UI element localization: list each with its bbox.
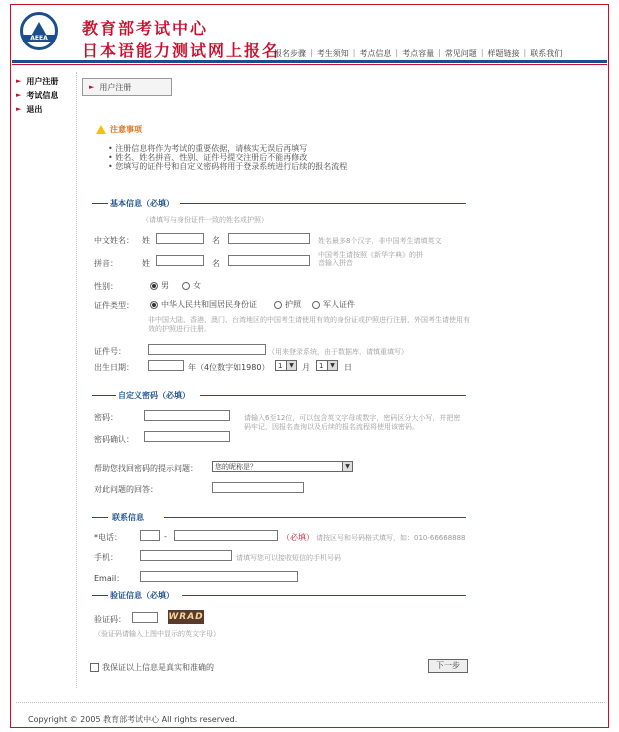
logo-text: AEEA: [23, 35, 55, 42]
birth-year-input[interactable]: [148, 360, 184, 371]
surname-label: 姓: [142, 236, 150, 245]
password-hint: 请输入6至12位，可以包含英文字母或数字，密码区分大小写，并把密码牢记，因报名查询以及后续的报名流程将使用该密码。: [244, 414, 461, 431]
nav-link-faq[interactable]: 常见问题: [444, 49, 477, 58]
chinese-name-hint: 姓名最多8个汉字，非中国考生请填英文: [318, 237, 442, 245]
nav-divider: |: [310, 48, 313, 57]
sidebar-item-label: 退出: [26, 104, 43, 114]
chevron-down-icon[interactable]: ▼: [286, 361, 296, 370]
section-rule: [180, 203, 466, 204]
id-type-idcard-text: 中华人民共和国居民身份证: [161, 300, 257, 309]
notice-title-text: 注意事项: [110, 125, 142, 134]
id-number-label: 证件号：: [94, 347, 126, 356]
pinyin-surname-input[interactable]: [156, 255, 204, 266]
section-rule: [92, 517, 108, 518]
arrow-right-icon: ►: [16, 91, 22, 99]
captcha-hint: （验证码请输入上图中显示的英文字母）: [94, 630, 220, 638]
password-confirm-label: 密码确认：: [94, 435, 134, 444]
nav-divider: |: [480, 48, 484, 57]
phone-area-code-input[interactable]: [140, 530, 160, 541]
phone-required-mark: （必填）: [282, 533, 314, 542]
radio-icon[interactable]: [274, 301, 282, 309]
gender-male-option[interactable]: [150, 280, 169, 291]
password-section-title: 自定义密码（必填）: [118, 391, 190, 400]
site-header: [12, 6, 607, 60]
sidebar: [16, 74, 72, 116]
section-rule: [92, 395, 116, 396]
section-rule: [182, 595, 466, 596]
arrow-right-icon: ►: [16, 77, 22, 85]
agree-label: 我保证以上信息是真实和准确的: [102, 663, 214, 672]
chinese-name-label: 中文姓名：: [94, 236, 134, 245]
footer-divider: [16, 702, 605, 703]
org-name: 教育部考试中心: [82, 19, 209, 38]
phone-number-input[interactable]: [174, 530, 278, 541]
id-type-passport-text: 护照: [285, 300, 301, 309]
arrow-right-icon: ►: [89, 83, 95, 91]
contact-section-title: 联系信息: [112, 513, 144, 522]
aeea-logo: [20, 12, 58, 50]
sidebar-item-label: 考试信息: [26, 90, 59, 100]
notice-list: [108, 144, 347, 171]
footer-copyright: Copyright © 2005 教育部考试中心 All rights reserved.: [28, 715, 238, 724]
given-name-label: 名: [212, 259, 220, 268]
security-answer-label: 对此问题的回答：: [94, 485, 158, 494]
chinese-given-name-input[interactable]: [228, 233, 310, 244]
captcha-label: 验证码：: [94, 615, 126, 624]
birth-month-value: 1: [278, 361, 283, 370]
chevron-down-icon[interactable]: ▼: [342, 462, 352, 471]
phone-hint: 请按区号和号码格式填写，如：010-66668888: [316, 534, 466, 542]
sidebar-item-logout[interactable]: [16, 102, 72, 116]
birth-month-select[interactable]: [275, 360, 297, 371]
notice-item: • 姓名、姓名拼音、性别、证件号提交注册后不能再修改: [108, 153, 347, 162]
id-type-option-passport[interactable]: [274, 299, 301, 310]
header-blue-bar: [12, 60, 607, 63]
email-label: Email：: [94, 574, 125, 583]
id-type-option-idcard[interactable]: [150, 299, 257, 310]
id-number-input[interactable]: [148, 344, 266, 355]
section-rule: [92, 203, 108, 204]
notice-item: • 注册信息将作为考试的重要依据，请核实无误后再填写: [108, 144, 347, 153]
nav-divider: |: [523, 48, 527, 57]
security-question-select[interactable]: [212, 461, 353, 472]
section-rule: [92, 595, 108, 596]
surname-label: 姓: [142, 259, 150, 268]
arrow-right-icon: ►: [16, 105, 22, 113]
sidebar-divider: [76, 72, 77, 688]
chevron-down-icon[interactable]: ▼: [327, 361, 337, 370]
radio-icon[interactable]: [182, 282, 190, 290]
email-input[interactable]: [140, 571, 298, 582]
agree-checkbox[interactable]: [90, 663, 99, 672]
id-type-military-text: 军人证件: [323, 300, 355, 309]
basic-section-title: 基本信息（必填）: [110, 199, 174, 208]
phone-label: *电话：: [94, 533, 122, 542]
birth-label: 出生日期：: [94, 363, 134, 372]
nav-link-venue-capacity[interactable]: 考点容量: [402, 49, 435, 58]
gender-female-option[interactable]: [182, 280, 201, 291]
security-question-label: 帮助您找回密码的提示问题：: [94, 464, 198, 473]
sidebar-item-label: 用户注册: [26, 76, 59, 86]
next-step-button[interactable]: 下一步: [428, 659, 468, 673]
gender-male-text: 男: [161, 281, 169, 290]
given-name-label: 名: [212, 236, 220, 245]
section-rule: [164, 517, 466, 518]
nav-link-samples[interactable]: 样题链接: [487, 49, 520, 58]
birth-year-suffix: 年（4位数字如1980）: [188, 363, 270, 372]
security-answer-input[interactable]: [212, 482, 304, 493]
basic-hint: （请填写与身份证件一致的姓名或护照）: [142, 216, 268, 224]
captcha-input[interactable]: [132, 612, 158, 623]
gender-female-text: 女: [193, 281, 201, 290]
birth-day-value: 1: [319, 361, 324, 370]
site-title: 日本语能力测试网上报名: [82, 41, 281, 60]
nav-divider: |: [352, 48, 356, 57]
pinyin-given-name-input[interactable]: [228, 255, 310, 266]
nav-link-contact[interactable]: 联系我们: [530, 49, 563, 58]
nav-link-venue-info[interactable]: 考点信息: [359, 49, 392, 58]
nav-divider: |: [438, 48, 441, 57]
nav-link-steps[interactable]: 报名步骤: [274, 49, 306, 58]
sidebar-item-register[interactable]: [16, 74, 72, 88]
breadcrumb: [82, 78, 172, 96]
pinyin-hint: 中国考生请按照《新华字典》的拼音输入拼音: [318, 251, 423, 267]
id-type-note: 非中国大陆、香港、澳门、台湾地区的中国考生请使用有效的身份证或护照进行注册，外国考生请使用有效的护照进行注册。: [148, 316, 470, 333]
security-question-value: 您的昵称是？: [215, 462, 257, 471]
birth-day-select[interactable]: [316, 360, 338, 371]
mobile-input[interactable]: [140, 550, 232, 561]
radio-selected-icon[interactable]: [150, 282, 158, 290]
password-input[interactable]: [144, 410, 230, 421]
verify-section-title: 验证信息（必填）: [110, 591, 174, 600]
phone-separator: -: [164, 532, 167, 541]
breadcrumb-label: 用户注册: [99, 82, 132, 92]
birth-month-suffix: 月: [302, 363, 310, 372]
pinyin-label: 拼音：: [94, 259, 118, 268]
header-red-line: [12, 64, 607, 65]
password-label: 密码：: [94, 413, 118, 422]
nav-divider: |: [395, 48, 399, 57]
sidebar-item-exam-info[interactable]: [16, 88, 72, 102]
warning-icon: [96, 125, 106, 134]
gender-label: 性别：: [94, 282, 118, 291]
mobile-hint: 请填写您可以接收短信的手机号码: [236, 554, 341, 562]
id-type-option-military[interactable]: [312, 299, 355, 310]
top-nav: [270, 48, 566, 59]
notice-item: • 您填写的证件号和自定义密码将用于登录系统进行后续的报名流程: [108, 162, 347, 171]
id-number-hint: （用来登录系统，由于数据库，请慎重填写）: [268, 348, 408, 356]
notice-title: [96, 124, 142, 135]
password-confirm-input[interactable]: [144, 431, 230, 442]
radio-icon[interactable]: [312, 301, 320, 309]
chinese-surname-input[interactable]: [156, 233, 204, 244]
radio-selected-icon[interactable]: [150, 301, 158, 309]
section-rule: [200, 395, 466, 396]
mobile-label: 手机：: [94, 553, 118, 562]
nav-link-notice[interactable]: 考生须知: [316, 49, 349, 58]
birth-day-suffix: 日: [344, 363, 352, 372]
id-type-label: 证件类型：: [94, 301, 134, 310]
captcha-image[interactable]: WRAD: [168, 612, 204, 622]
